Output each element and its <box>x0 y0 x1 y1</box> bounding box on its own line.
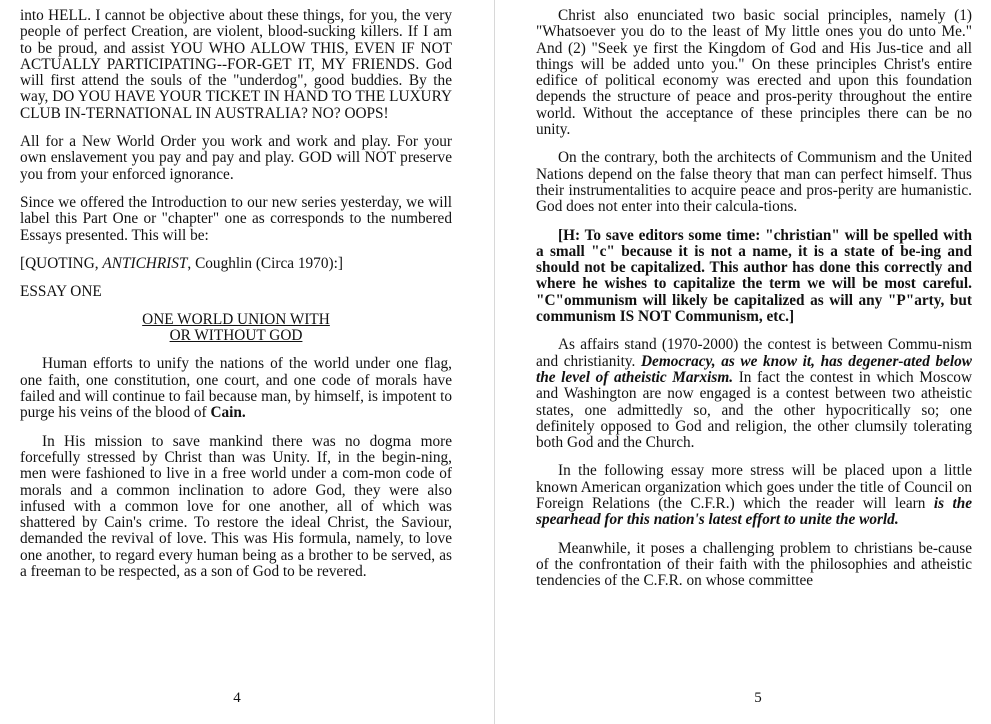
paragraph <box>536 337 972 451</box>
emphasis-text: is the spearhead for this nation's latest effort to unite the world. <box>536 495 972 529</box>
left-page <box>0 0 495 724</box>
essay-heading <box>20 312 452 344</box>
bold-word: Cain. <box>210 404 246 422</box>
paragraph: into HELL. I cannot be objective about these things, for you, the very people of perfect Creation, are violent, blood-sucking killers. If I am to be proud, and assist YOU WHO ALLOW THIS, EVEN IF NOT ACTUALLY PARTICIPATING--FOR-GET IT, MY FRIENDS. God will first attend the souls of the "underdog", good buddies. By the way, DO YOU HAVE YOUR TICKET IN HAND TO THE LUXURY CLUB IN-TERNATIONAL IN AUSTRALIA? NO? OOPS! <box>20 7 452 122</box>
paragraph <box>536 463 972 528</box>
quote-prefix: [QUOTING, <box>20 254 103 272</box>
quote-suffix: , Coughlin (Circa 1970):] <box>187 254 343 272</box>
paragraph: All for a New World Order you work and work and play. For your own enslavement you pay and pay and play. GOD will NOT preserve you from your enforced ignorance. <box>20 133 452 183</box>
paragraph: On the contrary, both the architects of Communism and the United Nations depend on the false theory that man can perfect himself. Thus their instrumentalities to acquire peace and pros-perity are humanistic. God does not enter into their calcula-tions. <box>536 149 972 216</box>
paragraph-text: Human efforts to unify the nations of the world under one flag, one faith, one constitution, one court, and one code of morals have failed and will continue to fail because man, by himself, is impotent to purge his veins of the blood of <box>20 355 452 422</box>
paragraph: Christ also enunciated two basic social principles, namely (1) "Whatsoever you do to the least of My little ones you do unto Me." And (2) "Seek ye first the Kingdom of God and His Jus-tice and all things will be added unto you." On these principles Christ's entire edifice of political economy was erected and upon this foundation depends the structure of peace and pros-perity throughout the entire world. Without the acceptance of these principles there can be no unity. <box>536 7 972 139</box>
heading-line: OR WITHOUT GOD <box>169 327 303 345</box>
page-number: 5 <box>754 690 762 706</box>
paragraph: In His mission to save mankind there was no dogma more forcefully stressed by Christ than was Unity. If, in the begin-ning, men were fashioned to live in a free world under a com-mon code of morals and a common inclination to adore God, they were also infused with a common love for one another, all of which was shattered by Cain's crime. To restore the ideal Christ, the Saviour, demanded the revival of love. This was His formula, namely, to love one another, to regard every human being as a brother to be served, as a freeman to be respected, as a son of God to be revered. <box>20 432 452 581</box>
quote-title: ANTICHRIST <box>102 254 188 272</box>
paragraph <box>20 356 452 421</box>
essay-label: ESSAY ONE <box>20 283 102 301</box>
right-page <box>496 0 991 724</box>
heading-line: ONE WORLD UNION WITH <box>142 311 330 329</box>
quote-line <box>20 256 452 272</box>
page-number: 4 <box>233 690 241 706</box>
left-column <box>20 8 452 592</box>
page-gutter <box>494 0 495 724</box>
paragraph: Meanwhile, it poses a challenging problem to christians be-cause of the confrontation of their faith with the philosophies and atheistic tendencies of the C.F.R. on whose committee <box>536 539 972 590</box>
paragraph: Since we offered the Introduction to our new series yesterday, we will label this Part One or "chapter" one as corresponds to the numbered Essays presented. This will be: <box>20 193 452 244</box>
paragraph-text: In fact the contest in which Moscow and Washington are now engaged is a contest between two atheistic states, one admittedly so, and the other hypocritically so; one definitely opposed to God and religion, the other clumsily tolerating both God and the Church. <box>536 368 972 452</box>
paragraph-text: In the following essay more stress will be placed upon a little known American organization which goes under the title of Council on Foreign Relations (the C.F.R.) which the reader will learn <box>536 462 972 513</box>
editor-note: [H: To save editors some time: "christian" will be spelled with a small "c" because it is not a name, it is a state of be-ing and should not be capitalized. This author has done this correctly and where he wishes to capitalize the term we will be most careful. "C"ommunism will likely be capitalized as will any "P"arty, but communism IS NOT Communism, etc.] <box>536 226 972 326</box>
emphasis-text: Democracy, as we know it, has degener-ated below the level of atheistic Marxism. <box>536 352 973 386</box>
paragraph-text: As affairs stand (1970-2000) the contest is between Commu-nism and christianity. <box>536 336 972 370</box>
right-column <box>536 8 972 602</box>
